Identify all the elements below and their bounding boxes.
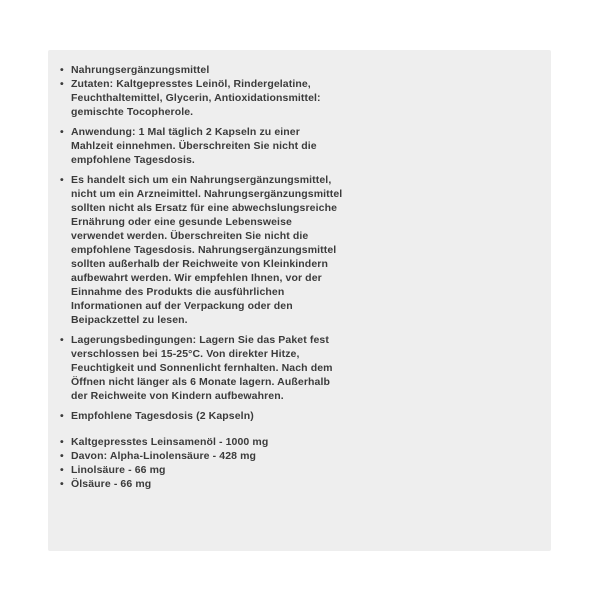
list-item-linoleic-amount: • Linolsäure - 66 mg [71, 463, 343, 477]
bullet-list [48, 50, 551, 491]
list-item-recommended-dose: • Empfohlene Tagesdosis (2 Kapseln) [71, 409, 343, 423]
list-item-storage: • Lagerungsbedingungen: Lagern Sie das Paket fest verschlossen bei 15-25°C. Von direkter Hitze, Feuchtigkeit und Sonnenlicht fernhalten. Nach dem Öffnen nicht länger als 6 Monate lagern. Außerhalb der Reichweite von Kindern aufbewahren. [71, 333, 343, 403]
list-item-disclaimer: • Es handelt sich um ein Nahrungsergänzungsmittel, nicht um ein Arzneimittel. Nahrungsergänzungsmittel sollten nicht als Ersatz für eine abwechslungsreiche Ernährung oder eine gesunde Lebensweise verwendet werden. Überschreiten Sie nicht die empfohlene Tagesdosis. Nahrungsergänzungsmittel sollten außerhalb der Reichweite von Kleinkindern aufbewahrt werden. Wir empfehlen Ihnen, vor der Einnahme des Produkts die ausführlichen Informationen auf der Verpackung oder den Beipackzettel zu lesen. [71, 173, 343, 327]
product-description-panel [48, 50, 551, 551]
list-item-supplement-type: • Nahrungsergänzungsmittel [71, 63, 343, 77]
list-item-usage: • Anwendung: 1 Mal täglich 2 Kapseln zu einer Mahlzeit einnehmen. Überschreiten Sie nicht die empfohlene Tagesdosis. [71, 125, 343, 167]
list-item-ingredients: • Zutaten: Kaltgepresstes Leinöl, Rindergelatine, Feuchthaltemittel, Glycerin, Antioxidationsmittel: gemischte Tocopherole. [71, 77, 343, 119]
list-item-oleic-amount: • Ölsäure - 66 mg [71, 477, 343, 491]
list-item-alpha-linolenic-amount: • Davon: Alpha-Linolensäure - 428 mg [71, 449, 343, 463]
list-item-linseed-oil-amount: • Kaltgepresstes Leinsamenöl - 1000 mg [71, 435, 343, 449]
